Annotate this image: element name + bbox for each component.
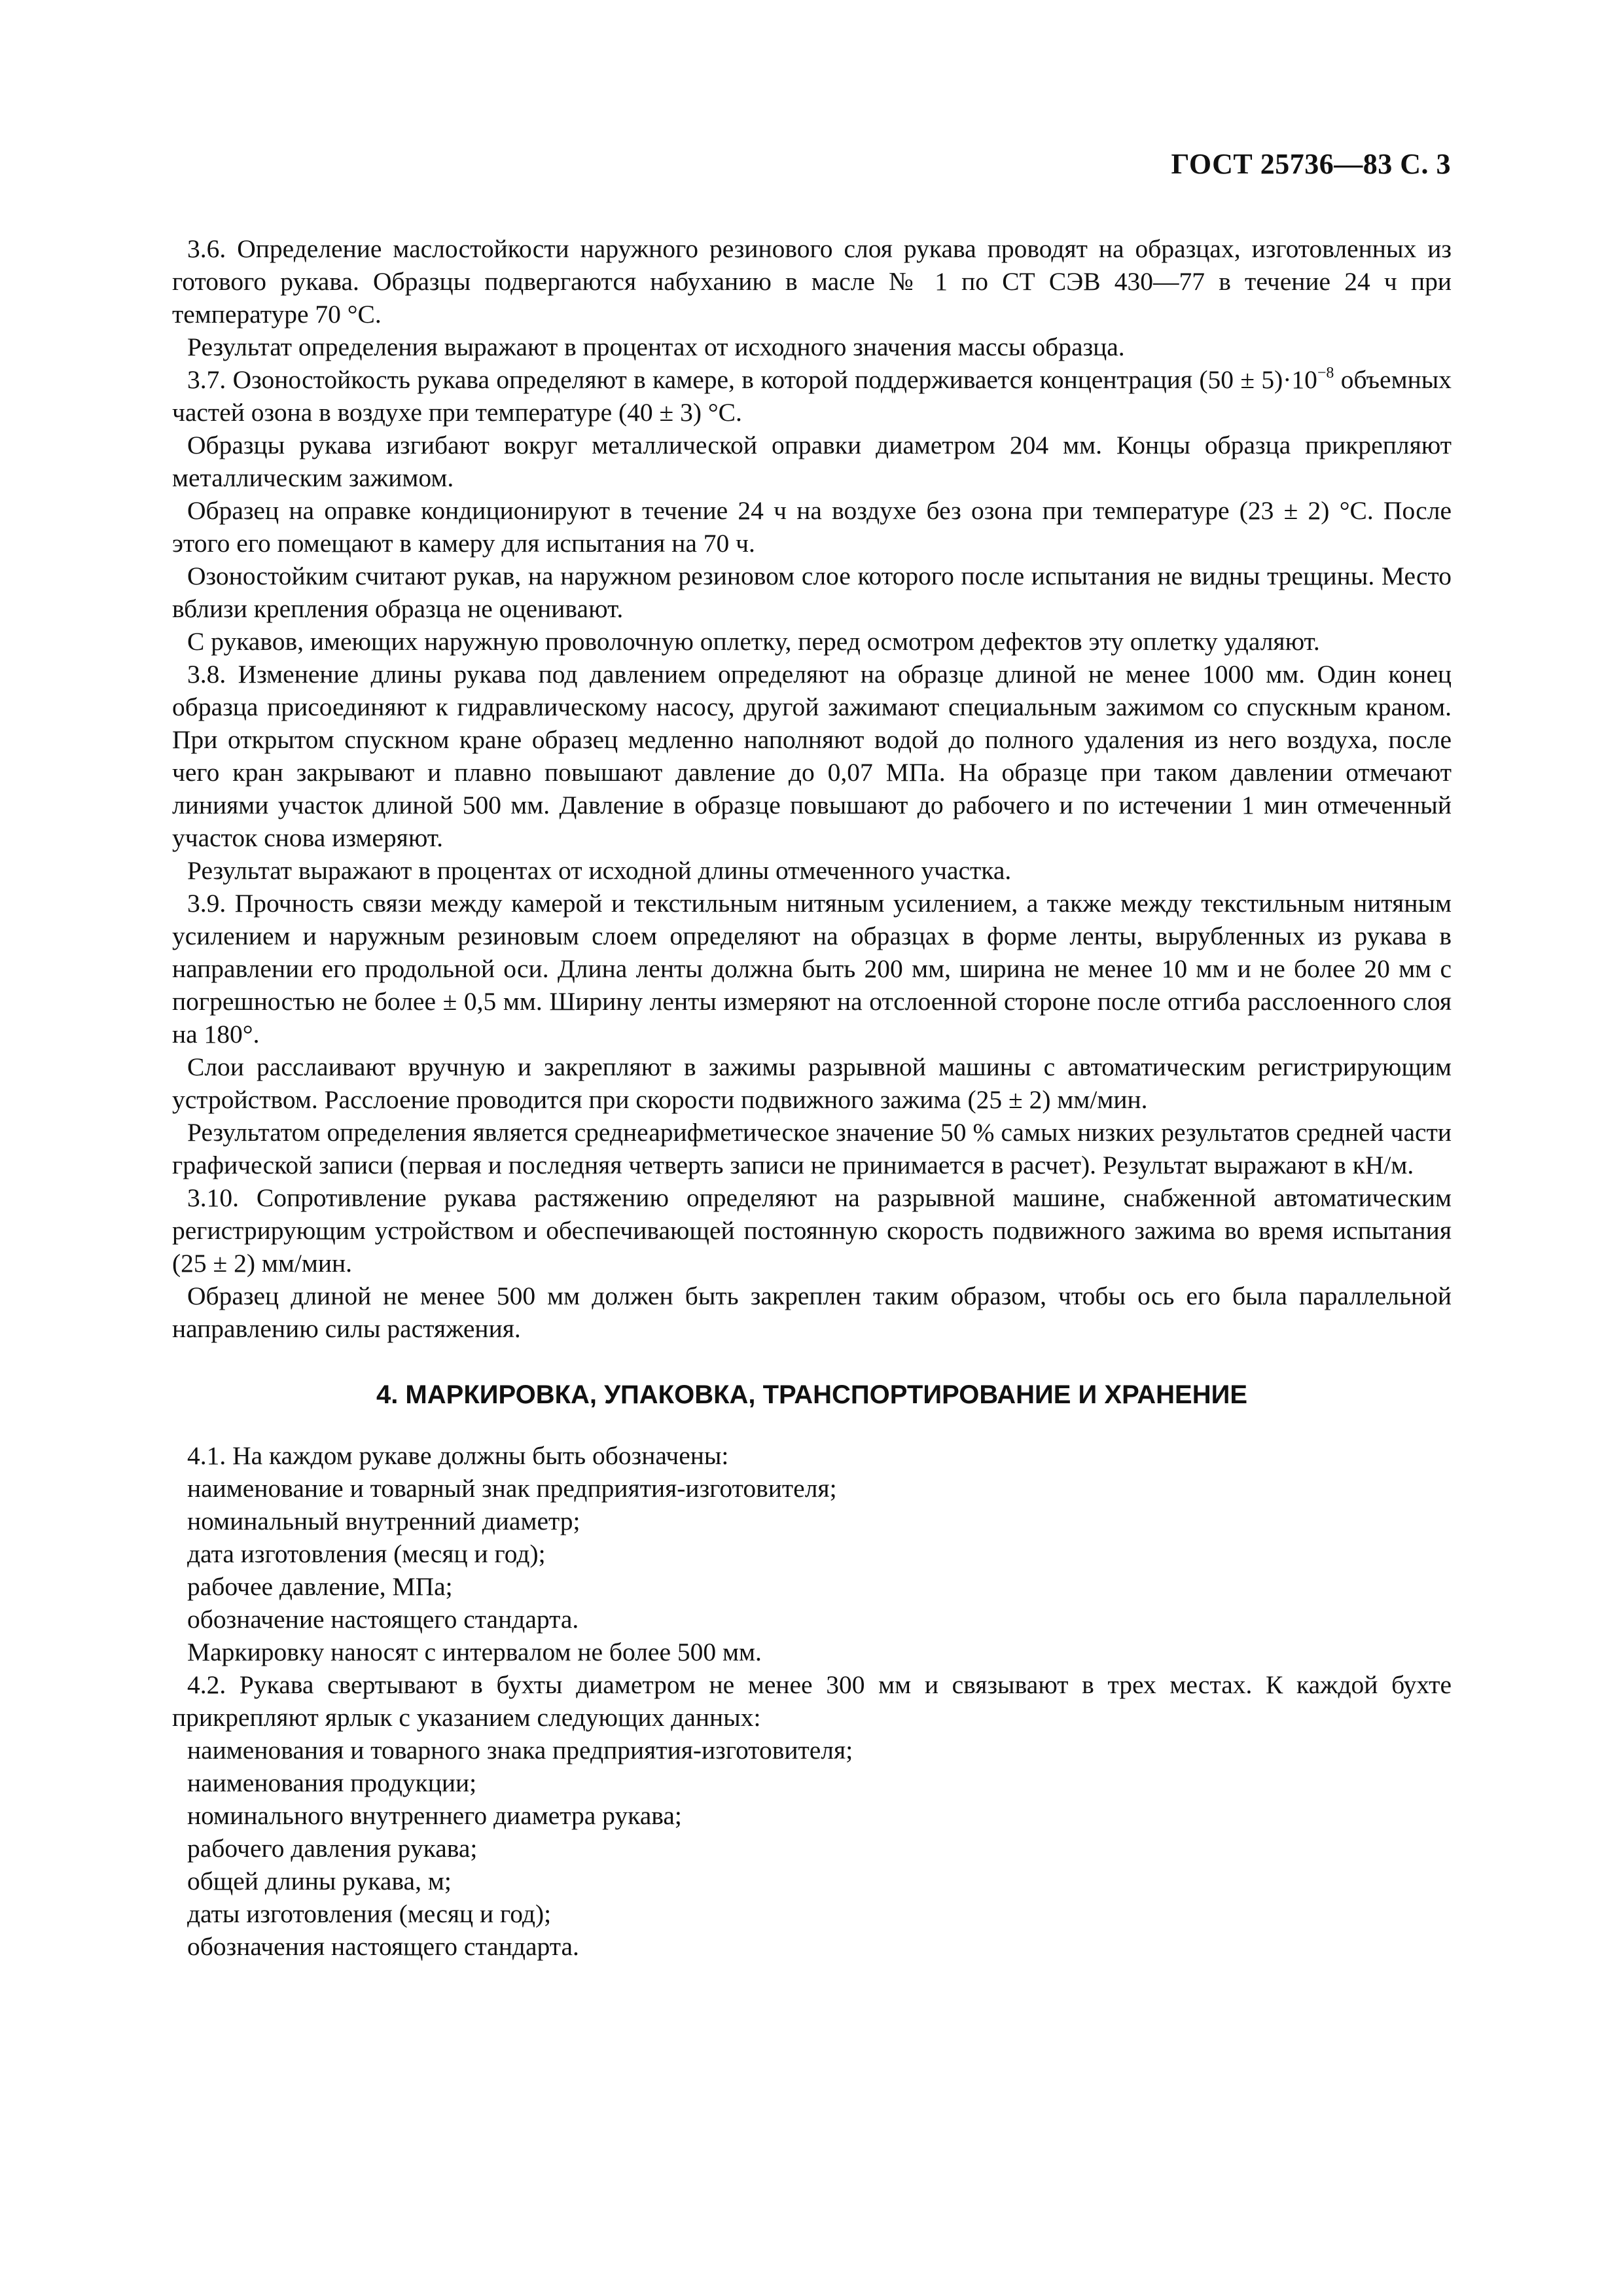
- list-item: общей длины рукава, м;: [187, 1867, 452, 1895]
- paragraph-3-7-criteria: Озоностойким считают рукав, на наружном резиновом слое которого после испытания не видны трещины. Место вблизи крепления образца не оценивают.: [172, 562, 1452, 623]
- paragraph-3-9-result: Результатом определения является среднеарифметическое значение 50 % самых низких результатов средней части графической записи (первая и последняя четверть записи не принимается в расчет). Результат выражают в кН/м.: [172, 1118, 1452, 1179]
- list-item: даты изготовления (месяц и год);: [187, 1899, 552, 1928]
- paragraph-3-7-part-b: объемных частей озона в воздухе при температуре (40 ± 3) °С.: [172, 365, 1452, 427]
- list-item: номинального внутреннего диаметра рукава;: [187, 1801, 682, 1830]
- list-item: рабочего давления рукава;: [187, 1834, 478, 1863]
- list-item: наименование и товарный знак предприятия-изготовителя;: [187, 1474, 837, 1503]
- paragraph-3-8: 3.8. Изменение длины рукава под давлением определяют на образце длиной не менее 1000 мм. Один конец образца присоединяют к гидравлическому насосу, другой зажимают специальным зажимом со спускным краном. При открытом спускном кране образец медленно наполняют водой до полного удаления из него воздуха, после чего кран закрывают и плавно повышают давление до 0,07 МПа. На образце при таком давлении отмечают линиями участок длиной 500 мм. Давление в образце повышают до рабочего и по истечении 1 мин отмеченный участок снова измеряют.: [172, 660, 1452, 852]
- list-item: рабочее давление, МПа;: [187, 1572, 453, 1601]
- paragraph-4-1: 4.1. На каждом рукаве должны быть обозначены:: [187, 1441, 729, 1470]
- paragraph-3-6: 3.6. Определение маслостойкости наружного резинового слоя рукава проводят на образцах, изготовленных из готового рукава. Образцы подвергаются набуханию в масле № 1 по СТ СЭВ 430—77 в течение 24 ч при температуре 70 °С.: [172, 234, 1452, 329]
- list-item: обозначения настоящего стандарта.: [187, 1932, 579, 1961]
- paragraph-3-9-layers: Слои расслаивают вручную и закрепляют в зажимы разрывной машины с автоматическим регистрирующим устройством. Расслоение проводится при скорости подвижного зажима (25 ± 2) мм/мин.: [172, 1052, 1452, 1114]
- paragraph-3-7-conditioning: Образец на оправке кондиционируют в течение 24 ч на воздухе без озона при температуре (23 ± 2) °С. После этого его помещают в камеру для испытания на 70 ч.: [172, 496, 1452, 558]
- paragraph-3-10-sample: Образец длиной не менее 500 мм должен быть закреплен таким образом, чтобы ось его была параллельной направлению силы растяжения.: [172, 1282, 1452, 1343]
- list-item: наименования и товарного знака предприятия-изготовителя;: [187, 1736, 853, 1765]
- paragraph-3-8-result: Результат выражают в процентах от исходной длины отмеченного участка.: [187, 856, 1012, 885]
- section-4-title: 4. МАРКИРОВКА, УПАКОВКА, ТРАНСПОРТИРОВАНИЕ И ХРАНЕНИЕ: [376, 1380, 1248, 1409]
- paragraph-3-7: [172, 363, 1452, 429]
- document-body: [172, 232, 1452, 1963]
- paragraph-3-7-braid: С рукавов, имеющих наружную проволочную оплетку, перед осмотром дефектов эту оплетку удаляют.: [187, 627, 1320, 656]
- paragraph-3-10: 3.10. Сопротивление рукава растяжению определяют на разрывной машине, снабженной автоматическим регистрирующим устройством и обеспечивающей постоянную скорость подвижного зажима во время испытания (25 ± 2) мм/мин.: [172, 1183, 1452, 1278]
- paragraph-4-1-interval: Маркировку наносят с интервалом не более 500 мм.: [187, 1638, 762, 1666]
- paragraph-4-2: 4.2. Рукава свертывают в бухты диаметром не менее 300 мм и связывают в трех местах. К каждой бухте прикрепляют ярлык с указанием следующих данных:: [172, 1670, 1452, 1732]
- page-header: ГОСТ 25736—83 С. 3: [1171, 148, 1451, 180]
- exponent: −8: [1317, 365, 1334, 382]
- paragraph-3-9: 3.9. Прочность связи между камерой и текстильным нитяным усилением, а также между текстильным нитяным усилением и наружным резиновым слоем определяют на образцах в форме ленты, вырубленных из рукава в направлении его продольной оси. Длина ленты должна быть 200 мм, ширина не менее 10 мм и не более 20 мм с погрешностью не более ± 0,5 мм. Ширину ленты измеряют на отслоенной стороне после отгиба расслоенного слоя на 180°.: [172, 889, 1452, 1049]
- list-item: номинальный внутренний диаметр;: [187, 1507, 580, 1535]
- paragraph-3-7-part-a: 3.7. Озоностойкость рукава определяют в камере, в которой поддерживается концентрация (50 ± 5)·10: [187, 365, 1317, 394]
- list-item: дата изготовления (месяц и год);: [187, 1539, 546, 1568]
- paragraph-3-6-result: Результат определения выражают в процентах от исходного значения массы образца.: [187, 332, 1125, 361]
- list-item: наименования продукции;: [187, 1768, 477, 1797]
- list-item: обозначение настоящего стандарта.: [187, 1605, 579, 1634]
- paragraph-3-7-samples: Образцы рукава изгибают вокруг металлической оправки диаметром 204 мм. Концы образца прикрепляют металлическим зажимом.: [172, 431, 1452, 492]
